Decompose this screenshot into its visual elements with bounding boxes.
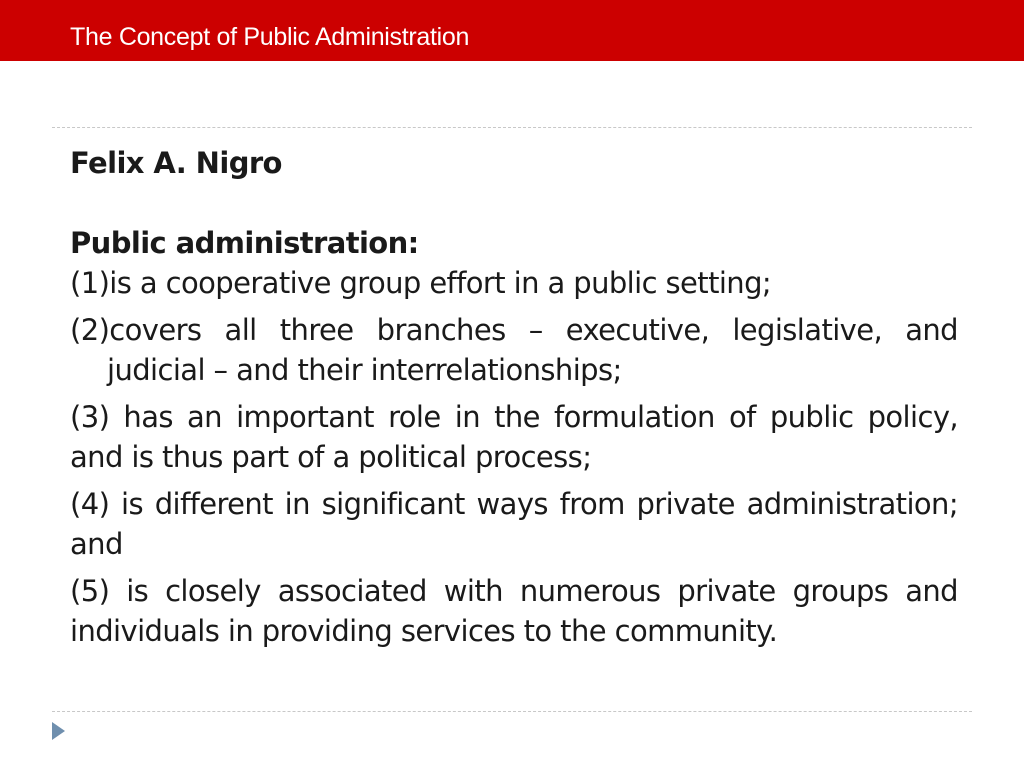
section-heading: Public administration: <box>70 226 419 260</box>
list-item: (2)covers all three branches – executive, legislative, and judicial – and their interrelationships; <box>70 313 958 387</box>
top-divider <box>52 127 972 128</box>
list-item: (4) is different in significant ways from private administration; and <box>70 487 958 561</box>
play-triangle-icon[interactable] <box>52 722 65 740</box>
header-band <box>0 0 1024 61</box>
bottom-divider <box>52 711 972 712</box>
list-item: (5) is closely associated with numerous private groups and individuals in providing services to the community. <box>70 574 958 648</box>
points-list <box>70 263 958 651</box>
list-item: (3) has an important role in the formulation of public policy, and is thus part of a political process; <box>70 400 958 474</box>
slide-content <box>70 143 958 651</box>
slide-header-title: The Concept of Public Administration <box>70 23 470 51</box>
list-item: (1)is a cooperative group effort in a public setting; <box>70 266 772 300</box>
author-name: Felix A. Nigro <box>70 146 282 180</box>
